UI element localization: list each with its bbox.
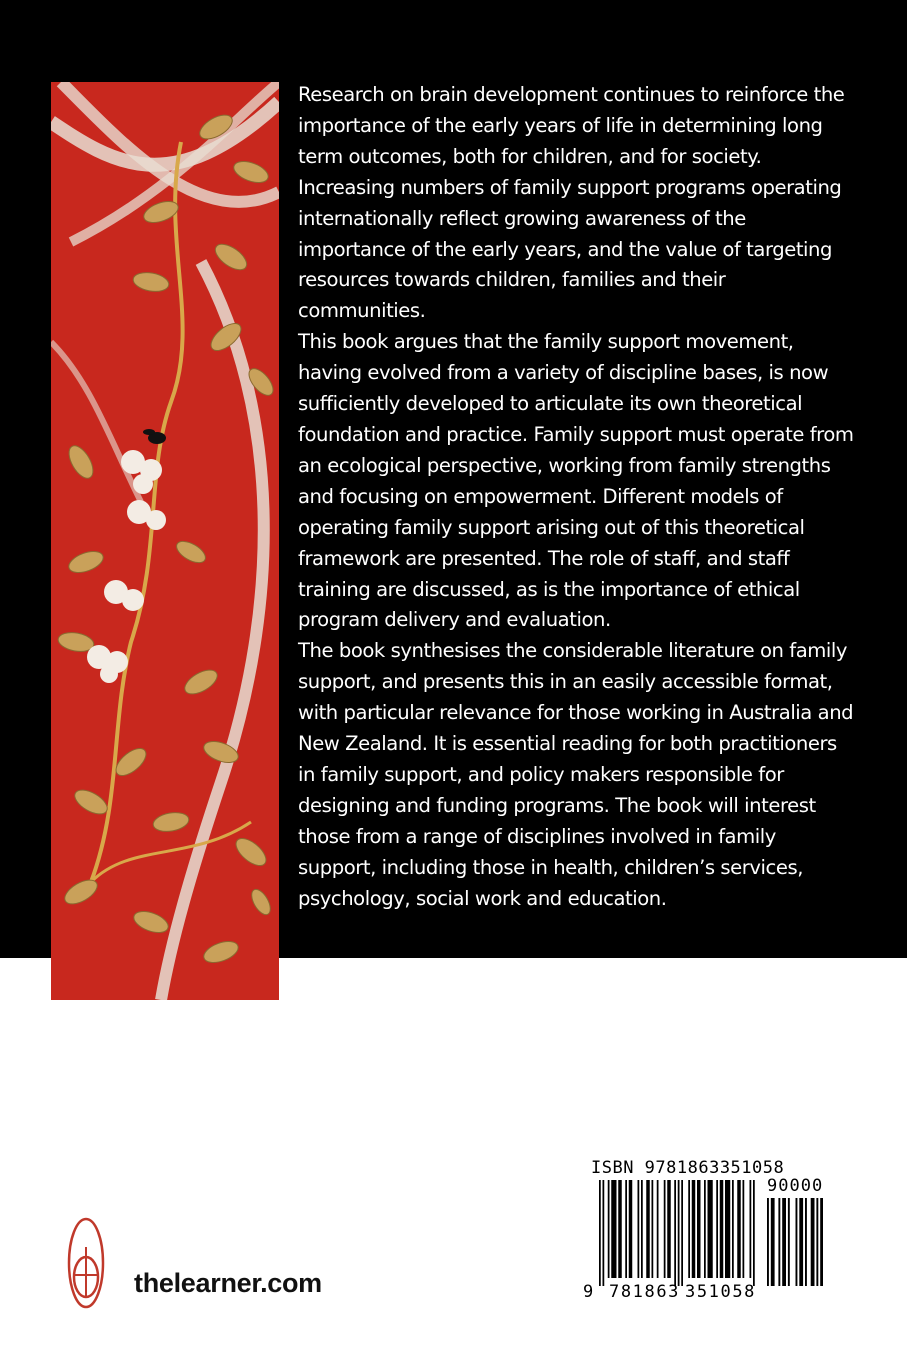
blurb-paragraph: This book argues that the family support movement, having evolved from a variety of discipline bases, is now sufficiently developed to articulate its own theoretical foundation and practice. Family support must operate from an ecological perspective, working from family strengths and focusing on empowerment. Different models of operating family support arising out of this theoretical framework are presented. The role of staff, and staff training are discussed, as is the importance of ethical program delivery and evaluation.	[298, 330, 854, 632]
publisher-logo-icon	[62, 1213, 110, 1313]
blurb-paragraph: The book synthesises the considerable literature on family support, and presents this in an easily accessible format, with particular relevance for those working in Australia and New Zealand. It is essential reading for both practitioners in family support, and policy makers responsible for designing and funding programs. The book will interest those from a range of disciplines involved in family support, including those in health, children’s services, psychology, social work and education.	[298, 639, 854, 910]
floral-fabric-artwork	[51, 82, 279, 1000]
publisher-website: thelearner.com	[134, 1268, 322, 1298]
price-addon: 90000	[767, 1176, 824, 1196]
barcode-first-digit: 9	[583, 1282, 594, 1302]
isbn-barcode	[581, 1158, 841, 1318]
blurb-paragraph: Research on brain development continues to reinforce the importance of the early years of life in determining long term outcomes, both for children, and for society. Increasing numbers of family support programs operating internationally reflect growing awareness of the importance of the early years, and the value of targeting resources towards children, families and their communities.	[298, 83, 845, 323]
ean-barcode-bars	[599, 1180, 759, 1288]
addon-barcode-bars	[767, 1198, 823, 1288]
barcode-left-group: 781863	[609, 1282, 681, 1302]
isbn-label: ISBN 9781863351058	[591, 1158, 785, 1178]
back-cover-blurb	[298, 80, 858, 914]
barcode-right-group: 351058	[685, 1282, 757, 1302]
